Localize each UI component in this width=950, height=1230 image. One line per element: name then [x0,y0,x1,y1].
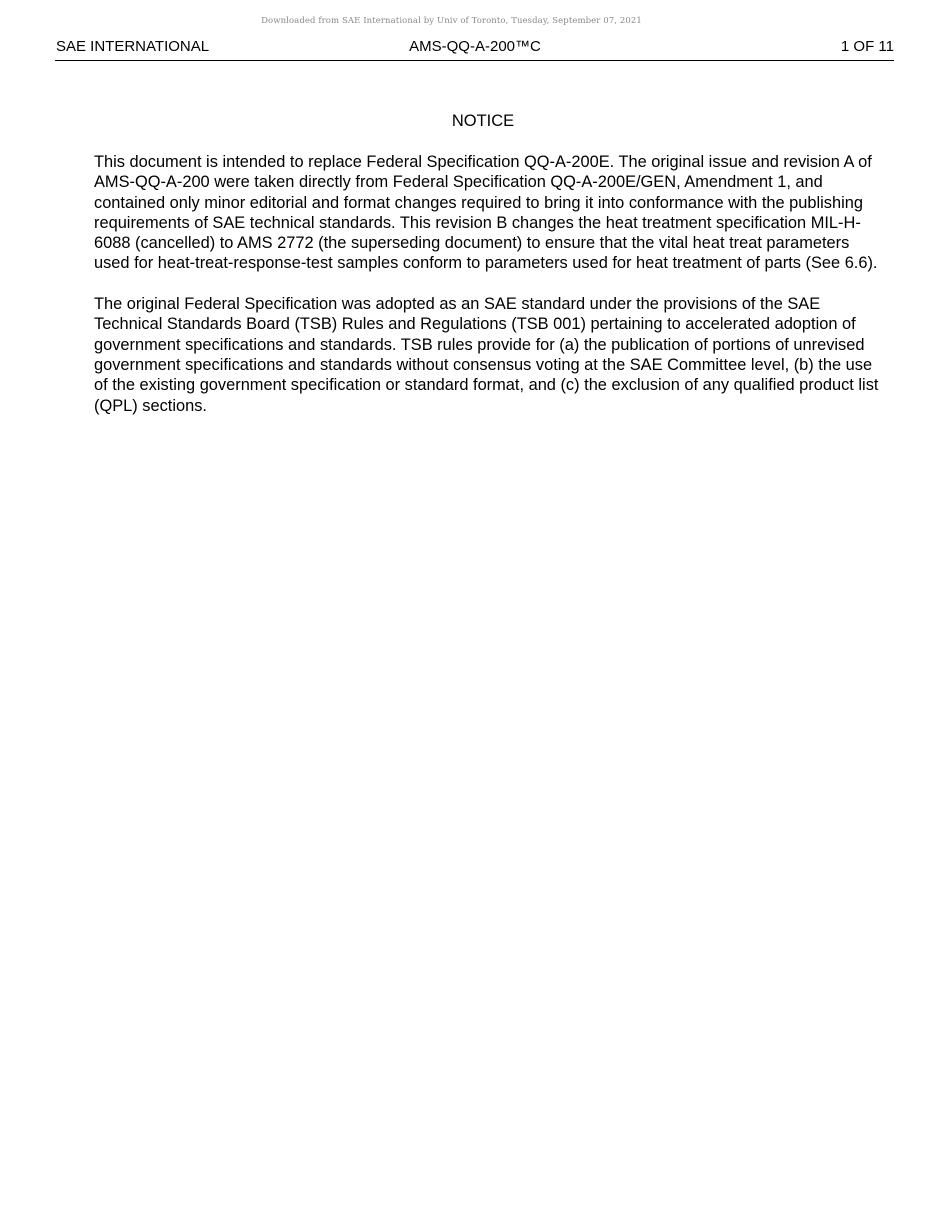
header-organization: SAE INTERNATIONAL [56,38,210,55]
download-watermark: Downloaded from SAE International by Univ of Toronto, Tuesday, September 07, 2021 [261,16,642,26]
running-header [55,38,894,61]
notice-heading: NOTICE [451,112,515,130]
header-page-indicator: 1 OF 11 [840,38,894,55]
notice-body [94,152,884,436]
notice-paragraph-2: The original Federal Specification was adopted as an SAE standard under the provisions of the SAE Technical Standards Board (TSB) Rules and Regulations (TSB 001) pertaining to accelerated adoption of government specifications and standards. TSB rules provide for (a) the publication of portions of unrevised government specifications and standards without consensus voting at the SAE Committee level, (b) the use of the existing government specification or standard format, and (c) the exclusion of any qualified product list (QPL) sections. [94,295,879,415]
notice-paragraph-1: This document is intended to replace Federal Specification QQ-A-200E. The original issue and revision A of AMS-QQ-A-200 were taken directly from Federal Specification QQ-A-200E/GEN, Amendment 1, and contained only minor editorial and format changes required to bring it into conformance with the publishing requirements of SAE technical standards. This revision B changes the heat treatment specification MIL-H-6088 (cancelled) to AMS 2772 (the superseding document) to ensure that the vital heat treat parameters used for heat-treat-response-test samples conform to parameters used for heat treatment of parts (See 6.6). [94,153,878,273]
header-document-number: AMS-QQ-A-200™C [409,38,541,55]
